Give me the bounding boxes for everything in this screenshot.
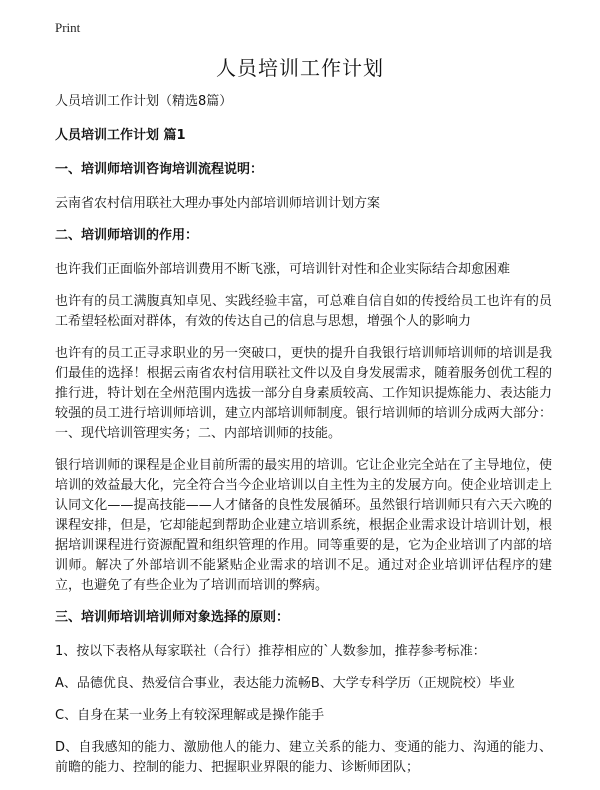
- list-item: A、品德优良、热爱信合事业，表达能力流畅B、大学专科学历（正规院校）毕业: [55, 676, 515, 691]
- section-heading: 二、培训师培训的作用：: [55, 228, 199, 243]
- print-link[interactable]: Print: [55, 20, 81, 35]
- list-item: C、自身在某一业务上有较深理解或是操作能手: [55, 708, 325, 723]
- section-heading: 三、培训师培训培训师对象选择的原则：: [55, 610, 290, 625]
- paragraph: 银行培训师的课程是企业目前所需的最实用的培训。它让企业完全站在了主导地位，使培训的效益最大化，完全符合当今企业培训以自主性为主的发展方向。使企业培训走上认同文化——提高技能——人才储备的良性发展循环。虽然银行培训师只有六天六晚的课程安排，但是，它却能起到帮助企业建立培训系统，根据企业需求设计培训计划，根据培训课程进行资源配置和组织管理的作用。同等重要的是，它为企业培训了内部的培训师。解决了外部培训不能紧贴企业需求的培训不足。通过对企业培训评估程序的建立，也避免了有些企业为了培训而培训的弊病。: [55, 458, 552, 593]
- paragraph: 云南省农村信用联社大理办事处内部培训师培训计划方案: [55, 196, 381, 211]
- section-heading: 一、培训师培训咨询培训流程说明：: [55, 162, 264, 177]
- chapter-heading: 人员培训工作计划 篇1: [55, 128, 186, 143]
- list-item: D、自我感知的能力、激励他人的能力、建立关系的能力、变通的能力、沟通的能力、前瞻的能力、控制的能力、把握职业界限的能力、诊断师团队；: [55, 740, 552, 775]
- paragraph: 也许我们正面临外部培训费用不断飞涨，可培训针对性和企业实际结合却愈困难: [55, 262, 511, 277]
- page-title: 人员培训工作计划: [216, 56, 384, 80]
- list-item: 1、按以下表格从每家联社（合行）推荐相应的`人数参加，推荐参考标准：: [55, 644, 486, 659]
- document-subtitle: 人员培训工作计划（精选8篇）: [55, 94, 233, 109]
- paragraph: 也许有的员工满腹真知卓见、实践经验丰富，可总难自信自如的传授给员工也许有的员工希望轻松面对群体，有效的传达自己的信息与思想，增强个人的影响力: [55, 294, 552, 329]
- paragraph: 也许有的员工正寻求职业的另一突破口，更快的提升自我银行培训师培训师的培训是我们最佳的选择！根据云南省农村信用联社文件以及自身发展需求，随着服务创优工程的推行进，特计划在全州范围内选拔一部分自身素质较高、工作知识提炼能力、表达能力较强的员工进行培训师培训，建立内部培训师制度。银行培训师的培训分成两大部分：一、现代培训管理实务；二、内部培训师的技能。: [55, 346, 552, 441]
- document-body: [55, 92, 552, 790]
